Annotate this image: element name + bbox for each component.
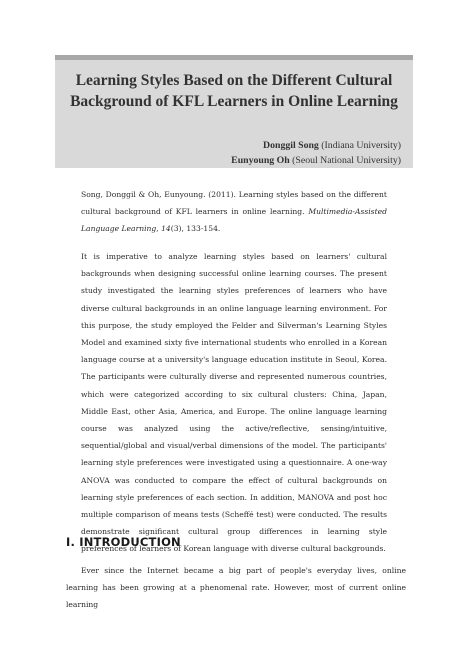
author-2 xyxy=(231,153,401,168)
citation-issue-pages: (3), 133-154. xyxy=(170,224,221,234)
introduction-paragraph: Ever since the Internet became a big part of people's everyday lives, online learning has been growing at a phenomenal rate. However, most of current online learning xyxy=(66,566,406,609)
citation-journal: Multimedia-Assisted Language Learning, 14 xyxy=(81,207,387,234)
author-name: Eunyoung Oh xyxy=(231,155,290,166)
author-affiliation: (Seoul National University) xyxy=(292,155,401,166)
author-list xyxy=(231,138,401,168)
citation xyxy=(81,186,387,238)
author-1 xyxy=(231,138,401,153)
title-box xyxy=(55,55,413,168)
title-line-2: Background of KFL Learners in Online Learning xyxy=(70,93,398,110)
author-name: Donggil Song xyxy=(263,140,319,151)
paper-title xyxy=(55,70,413,112)
author-affiliation: (Indiana University) xyxy=(321,140,401,151)
title-line-1: Learning Styles Based on the Different Cultural xyxy=(75,72,393,89)
abstract: It is imperative to analyze learning styles based on learners' cultural backgrounds when designing successful online learning courses. The present study investigated the learning styles preferences of learners who have diverse cultural backgrounds in an online language learning environment. For this purpose, the study employed the Felder and Silverman's Learning Styles Model and examined sixty five international students who enrolled in a Korean language course at a university's language education institute in Seoul, Korea. The participants were culturally diverse and represented numerous countries, which were categorized according to six cultural clusters: China, Japan, Middle East, other Asia, America, and Europe. The online language learning course was analyzed using the active/reflective, sensing/intuitive, sequential/global and visual/verbal dimensions of the model. The participants' learning style preferences were investigated using a questionnaire. A one-way ANOVA was conducted to compare the effect of cultural backgrounds on learning style preferences of each section. In addition, MANOVA and post hoc multiple comparison of means tests (Scheffé test) were conducted. The results demonstrate significant cultural group differences in learning style preferences of learners of Korean language with diverse cultural backgrounds. xyxy=(81,252,387,554)
section-heading: Ⅰ. INTRODUCTION xyxy=(66,535,181,549)
citation-text: Song, Donggil & Oh, Eunyoung. (2011). Learning styles based on the different cultural background of KFL learners in online learning. xyxy=(81,190,387,217)
